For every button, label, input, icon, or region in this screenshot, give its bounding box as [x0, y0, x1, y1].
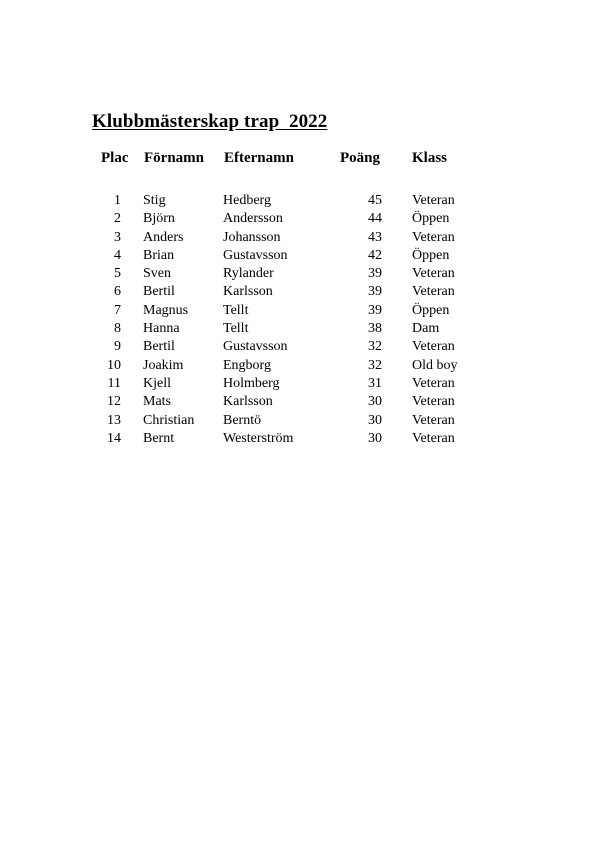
cell-efternamn: Rylander	[223, 266, 274, 282]
table-row	[0, 412, 600, 430]
cell-poang: 42	[368, 247, 382, 263]
cell-efternamn: Westerström	[223, 430, 294, 446]
cell-fornamn: Christian	[143, 412, 195, 428]
cell-klass: Öppen	[412, 211, 450, 227]
cell-klass: Veteran	[412, 394, 455, 410]
table-row	[0, 192, 600, 210]
cell-fornamn: Kjell	[143, 375, 171, 391]
cell-plac: 7	[114, 302, 121, 318]
cell-efternamn: Hedberg	[223, 193, 271, 208]
cell-efternamn: Gustavsson	[223, 339, 288, 355]
cell-poang: 39	[368, 266, 382, 282]
header-klass: Klass	[412, 150, 448, 166]
cell-fornamn: Bernt	[143, 430, 175, 446]
cell-klass: Veteran	[412, 193, 455, 208]
cell-efternamn: Holmberg	[223, 375, 280, 391]
cell-klass: Veteran	[412, 375, 455, 391]
cell-plac: 5	[114, 266, 121, 282]
cell-klass: Old boy	[412, 357, 458, 373]
page-title: Klubbmästerskap trap 2022	[92, 111, 328, 132]
cell-poang: 44	[368, 211, 382, 227]
cell-klass: Öppen	[412, 302, 450, 318]
table-row	[0, 210, 600, 228]
cell-poang: 38	[368, 321, 382, 337]
cell-fornamn: Sven	[143, 266, 171, 282]
table-row	[0, 338, 600, 356]
cell-fornamn: Stig	[143, 193, 166, 208]
cell-efternamn: Engborg	[223, 357, 271, 373]
header-efternamn: Efternamn	[224, 150, 294, 166]
header-fornamn: Förnamn	[144, 150, 204, 166]
cell-plac: 12	[107, 394, 121, 410]
cell-klass: Veteran	[412, 229, 455, 245]
cell-fornamn: Bertil	[143, 284, 175, 300]
cell-klass: Dam	[412, 321, 440, 337]
cell-poang: 39	[368, 302, 382, 318]
cell-plac: 2	[114, 211, 121, 227]
cell-fornamn: Bertil	[143, 339, 175, 355]
cell-efternamn: Tellt	[223, 302, 249, 318]
cell-klass: Veteran	[412, 284, 455, 300]
cell-plac: 10	[107, 357, 121, 373]
cell-efternamn: Andersson	[223, 211, 283, 227]
cell-poang: 43	[368, 229, 382, 245]
cell-plac: 6	[114, 284, 121, 300]
cell-fornamn: Björn	[143, 211, 175, 227]
cell-efternamn: Berntö	[223, 412, 262, 428]
table-row	[0, 320, 600, 338]
cell-fornamn: Magnus	[143, 302, 189, 318]
table-row	[0, 393, 600, 411]
cell-fornamn: Hanna	[143, 321, 180, 337]
table-row	[0, 302, 600, 320]
cell-poang: 31	[368, 375, 382, 391]
cell-efternamn: Karlsson	[223, 284, 273, 300]
cell-poang: 32	[368, 357, 382, 373]
cell-fornamn: Brian	[143, 247, 175, 263]
cell-plac: 9	[114, 339, 121, 355]
cell-poang: 30	[368, 412, 382, 428]
cell-plac: 14	[107, 430, 121, 446]
header-poang: Poäng	[340, 150, 381, 166]
cell-poang: 45	[368, 193, 382, 208]
table-row	[0, 375, 600, 393]
cell-efternamn: Gustavsson	[223, 247, 288, 263]
cell-poang: 30	[368, 430, 382, 446]
cell-klass: Veteran	[412, 430, 455, 446]
cell-efternamn: Karlsson	[223, 394, 273, 410]
cell-klass: Veteran	[412, 412, 455, 428]
cell-poang: 39	[368, 284, 382, 300]
cell-efternamn: Johansson	[223, 229, 281, 245]
table-header	[0, 150, 600, 174]
cell-klass: Veteran	[412, 339, 455, 355]
cell-klass: Veteran	[412, 266, 455, 282]
table-row	[0, 357, 600, 375]
cell-plac: 4	[114, 247, 121, 263]
results-table	[0, 192, 600, 448]
cell-efternamn: Tellt	[223, 321, 249, 337]
cell-fornamn: Joakim	[143, 357, 184, 373]
cell-plac: 13	[107, 412, 121, 428]
table-row	[0, 229, 600, 247]
cell-plac: 11	[107, 375, 121, 391]
cell-plac: 3	[114, 229, 121, 245]
cell-plac: 1	[114, 193, 121, 208]
cell-poang: 30	[368, 394, 382, 410]
cell-fornamn: Mats	[143, 394, 171, 410]
cell-klass: Öppen	[412, 247, 450, 263]
cell-poang: 32	[368, 339, 382, 355]
table-row	[0, 283, 600, 301]
cell-plac: 8	[114, 321, 121, 337]
table-row	[0, 247, 600, 265]
table-row	[0, 265, 600, 283]
table-row	[0, 430, 600, 448]
cell-fornamn: Anders	[143, 229, 184, 245]
header-plac: Plac	[101, 150, 129, 166]
